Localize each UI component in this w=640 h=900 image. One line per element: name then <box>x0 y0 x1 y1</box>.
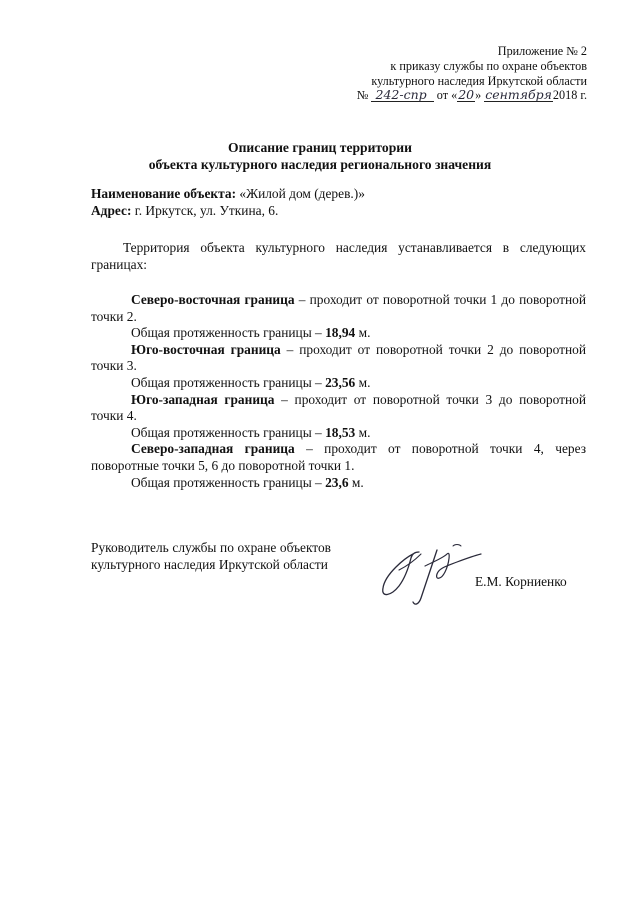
order-number-sign: № <box>356 88 369 103</box>
border-name: Северо-восточная граница <box>131 292 295 307</box>
title-line-2: объекта культурного наследия регионального значения <box>148 157 492 172</box>
border-item <box>91 292 586 342</box>
document-title <box>0 139 640 173</box>
border-item <box>91 441 586 491</box>
appendix-reference-line: культурного наследия Иркутской области <box>371 73 587 88</box>
object-name-row <box>91 186 591 203</box>
appendix-header <box>357 44 587 103</box>
border-length <box>131 325 586 342</box>
border-length-value: 18,53 <box>325 424 356 440</box>
border-length-label: Общая протяженность границы – <box>131 474 326 490</box>
border-length <box>131 375 586 392</box>
border-length-unit: м. <box>355 325 371 341</box>
border-length-label: Общая протяженность границы – <box>131 374 326 390</box>
border-description <box>91 342 586 375</box>
order-line <box>357 88 587 103</box>
signer-name: Е.М. Корниенко <box>475 574 567 589</box>
order-day-underline <box>457 89 475 102</box>
border-length-unit: м. <box>355 424 371 440</box>
object-address-value: г. Иркутск, ул. Уткина, 6. <box>131 202 279 218</box>
border-length-unit: м. <box>355 374 371 390</box>
border-length-value: 23,56 <box>325 374 356 390</box>
borders-list <box>91 292 586 491</box>
border-description <box>91 441 586 474</box>
border-text: – проходит от поворотной точки 3 до поворотной точки 4. <box>91 391 586 424</box>
appendix-reference-line: к приказу службы по охране объектов <box>390 58 587 73</box>
border-name: Юго-восточная граница <box>131 341 281 357</box>
border-text: – проходит от поворотной точки 1 до поворотной точки 2. <box>91 292 587 324</box>
border-length-value: 18,94 <box>325 325 356 341</box>
object-address-row <box>91 203 591 220</box>
intro-paragraph: Территория объекта культурного наследия устанавливается в следующих границах: <box>91 240 586 272</box>
order-number-handwritten: 242-спр <box>375 87 427 103</box>
border-text: – проходит от поворотной точки 4, через поворотные точки 5, 6 до поворотной точки 1. <box>91 441 587 473</box>
order-month-handwritten: сентября <box>485 87 552 103</box>
object-name-label: Наименование объекта: <box>91 186 237 201</box>
border-description <box>91 292 586 325</box>
order-year: 2018 г. <box>552 88 587 103</box>
border-item <box>91 342 586 392</box>
border-description <box>91 392 586 425</box>
title-line-1: Описание границ территории <box>228 140 412 155</box>
border-length-label: Общая протяженность границы – <box>131 424 326 440</box>
signer-position: Руководитель службы по охране объектов культурного наследия Иркутской области <box>91 540 331 572</box>
object-name-value: «Жилой дом (дерев.)» <box>236 186 365 201</box>
border-text: – проходит от поворотной точки 2 до поворотной точки 3. <box>91 341 586 374</box>
object-address-label: Адрес: <box>91 202 132 218</box>
border-length-value: 23,6 <box>325 474 349 490</box>
order-day-close: » <box>475 88 482 103</box>
border-length-unit: м. <box>348 474 364 490</box>
order-date-prefix: от « <box>436 88 458 103</box>
border-item <box>91 392 586 442</box>
border-length-label: Общая протяженность границы – <box>131 325 326 341</box>
border-name: Северо-западная граница <box>131 441 295 457</box>
order-month-underline <box>484 89 553 102</box>
order-number-underline <box>371 89 433 102</box>
appendix-number: Приложение № 2 <box>497 44 587 58</box>
border-length <box>131 475 586 492</box>
order-day-handwritten: 20 <box>458 87 475 103</box>
border-length <box>131 425 586 442</box>
object-info <box>91 186 591 219</box>
border-name: Юго-западная граница <box>131 391 275 407</box>
